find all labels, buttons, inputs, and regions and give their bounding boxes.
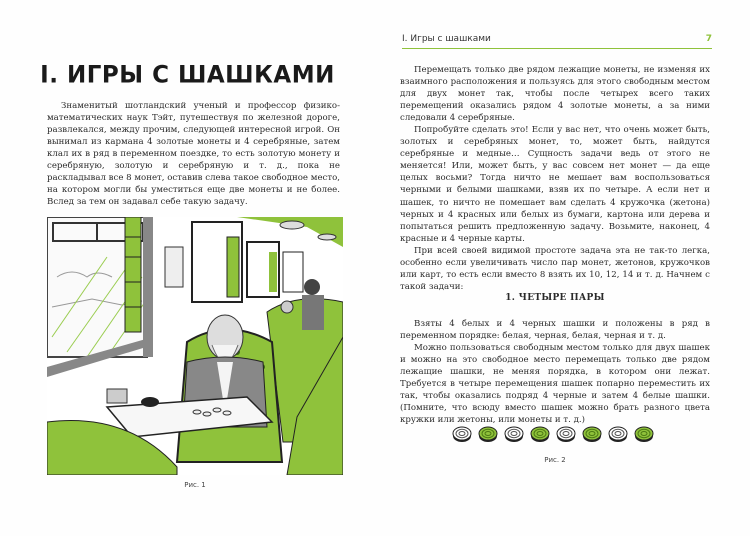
section-heading: 1. ЧЕТЫРЕ ПАРЫ: [505, 293, 605, 303]
paragraph: При всей своей видимой простоте задача эта не так-то легка, особенно если увеличивать число пар монет, жетонов, кружочков или карт, то есть если вместо 8 взять их 10, 12, 14 и т. д. Начнем с такой задачи:: [400, 245, 710, 292]
running-head-title: I. Игры с шашками: [402, 34, 491, 44]
green-checker-icon: [582, 424, 602, 444]
white-checker-icon: [504, 424, 524, 444]
paragraph: Знаменитый шотландский ученый и профессор физико-математических наук Тэйт, путешествуя по железной дороге, развлекался, между прочим, следующей интересной игрой. Он вынимал из кармана 4 золотые монеты и 4 серебряные, затем клал их в ряд в переменном поездке, то есть золотую монету и серебряную, золотую и серебряную и т. д., пока не раскладывал все 8 монет, оставив слева такое свободное место, на котором могли бы уместиться еще две монеты и не более. Вслед за тем он задавал себе такую задачу.: [47, 101, 340, 208]
problem-intro-text: [400, 64, 710, 293]
railway-illustration: [47, 217, 343, 475]
chapter-title: I. ИГРЫ С ШАШКАМИ: [40, 61, 335, 89]
paragraph: Можно пользоваться свободным местом только для двух шашек и можно на это свободное место перемещать только две рядом лежащие шашки, не меняя порядка, в котором они лежат. Требуется в четыре перемещения шашек попарно переместить их так, чтобы оказались подряд 4 черные и затем 4 белые шашки. (Помните, что всюду вместо шашек можно брать разного цвета кружки или жетоны, или монеты и т. д.): [400, 343, 710, 426]
paragraph: Попробуйте сделать это! Если у вас нет, что очень может быть, золотых и серебряных монет, то, может быть, найдутся серебряные и медные… Сущность задачи ведь от этого не меняется! Или, может быть, у вас совсем нет монет — да еще целых восьми? Тогда ничто не мешает вам воспользоваться черными и белыми шашками, взяв их по четыре. А если нет и шашек, то ничто не помешает вам сделать 4 кружочка (жетона) черных и 4 красных или белых из бумаги, картона или дерева и попытаться решить предложенную задачу. Возьмите, наконец, 4 красные и 4 черные карты.: [400, 125, 710, 244]
professor-in-train-image: [47, 217, 343, 475]
white-checker-icon: [608, 424, 628, 444]
white-checker-icon: [556, 424, 576, 444]
paragraph: Взяты 4 белых и 4 черных шашки и положены в ряд в переменном порядке: белая, черная, белая, черная и т. д.: [400, 319, 710, 342]
checkers-row: [452, 424, 662, 448]
figure-2-caption: Рис. 2: [544, 456, 566, 464]
white-checker-icon: [452, 424, 472, 444]
running-head: [402, 34, 712, 49]
green-checker-icon: [478, 424, 498, 444]
page-number: 7: [705, 34, 712, 44]
intro-paragraph: [47, 100, 340, 208]
green-checker-icon: [530, 424, 550, 444]
green-checker-icon: [634, 424, 654, 444]
paragraph: Перемещать только две рядом лежащие монеты, не изменяя их взаимного расположения и пользуясь для этого свободным местом для двух монет так, чтобы после четырех всего таких перемещений оказались рядом 4 золотые монеты, а за ними следовали 4 серебряные.: [400, 65, 710, 124]
figure-1-caption: Рис. 1: [184, 481, 206, 489]
four-pairs-text: [400, 318, 710, 426]
